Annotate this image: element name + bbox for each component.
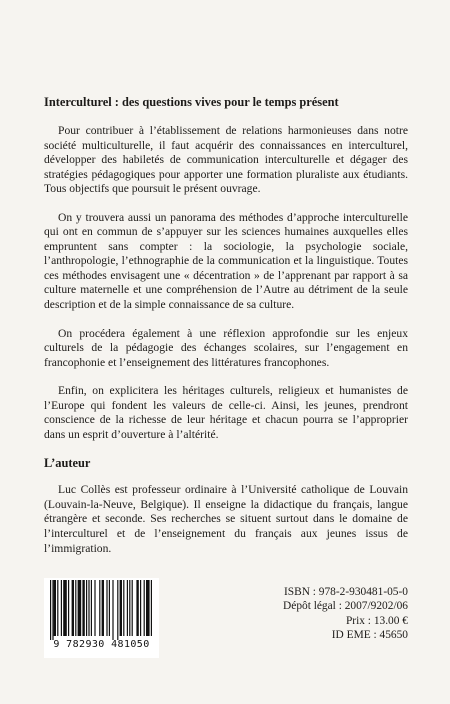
barcode-stripe xyxy=(144,580,145,636)
barcode-stripe xyxy=(86,580,87,636)
barcode-stripe xyxy=(123,580,124,636)
barcode-stripe xyxy=(50,580,51,640)
paragraph-2: On y trouvera aussi un panorama des méthodes d’approche interculturelle qui ont en commun de s’appuyer sur les sciences humaines auxquelles elles empruntent sans compter : la sociologie, la psychologie sociale, l’anthropologie, l’ethnographie de la communication et la linguistique. Toutes ces méthodes envisagent une « décentration » de l’apprenant par rapport à sa culture maternelle et une compréhension de l’Autre au détriment de la seule description et de la simple connaissance de sa culture. xyxy=(44,210,408,312)
barcode-stripe xyxy=(57,580,58,636)
cover-text xyxy=(44,95,408,568)
barcode-stripe xyxy=(54,580,56,636)
id-eme-line: ID EME : 45650 xyxy=(331,628,408,641)
paragraph-3: On procédera également à une réflexion approfondie sur les enjeux culturels de la pédagogie des échanges scolaires, sur l’engagement en francophonie et l’enseignement des littératures francophones. xyxy=(44,326,408,369)
barcode-stripe xyxy=(63,580,67,636)
barcode-icon xyxy=(44,578,159,640)
author-heading: L’auteur xyxy=(44,456,91,471)
paragraph-1: Pour contribuer à l’établissement de relations harmonieuses dans notre société multiculturelle, il faut acquérir des connaissances en interculturel, développer des habiletés de communication interculturelle et dégager des stratégies pédagogiques pour apporter une formation pluraliste aux étudiants. Tous objectifs que poursuit le présent ouvrage. xyxy=(44,124,408,196)
author-paragraph: Luc Collès est professeur ordinaire à l’Université catholique de Louvain (Louvain-la-Neuve, Belgique). Il enseigne la didactique du français, langue étrangère et seconde. Ses recherches se situent surtout dans le domaine de l’interculturel et de l’enseignement du français aux jeunes issus de l’immigration. xyxy=(44,483,408,555)
barcode-stripe xyxy=(127,580,128,636)
depot-legal-line: Dépôt légal : 2007/9202/06 xyxy=(283,600,408,613)
price-line: Prix : 13.00 € xyxy=(345,614,408,627)
barcode-stripe xyxy=(129,580,130,636)
barcode-stripe xyxy=(52,580,53,640)
section-heading: Interculturel : des questions vives pour le temps présent xyxy=(44,95,339,109)
barcode-stripe xyxy=(72,580,74,636)
barcode-stripe xyxy=(61,580,62,636)
barcode-stripe xyxy=(112,580,113,640)
barcode-stripe xyxy=(99,580,100,636)
isbn-line: ISBN : 978-2-930481-05-0 xyxy=(283,586,408,598)
barcode-stripe xyxy=(106,580,107,636)
barcode-stripe xyxy=(146,580,150,636)
barcode-stripe xyxy=(75,580,76,636)
barcode-stripe xyxy=(117,580,118,640)
barcode-stripe xyxy=(78,580,82,636)
barcode-stripe xyxy=(109,580,110,636)
barcode xyxy=(44,578,159,658)
barcode-stripe xyxy=(91,580,92,636)
barcode-stripe xyxy=(94,580,95,636)
barcode-stripe xyxy=(88,580,89,636)
publication-info xyxy=(208,585,408,642)
barcode-stripe xyxy=(68,580,69,636)
barcode-stripe xyxy=(102,580,104,636)
barcode-stripe xyxy=(82,580,84,636)
barcode-stripe xyxy=(132,580,133,636)
barcode-digits: 9 782930 481050 xyxy=(53,639,150,650)
barcode-stripe xyxy=(120,580,122,636)
barcode-stripe xyxy=(140,580,141,636)
barcode-stripe xyxy=(151,580,152,636)
barcode-stripe xyxy=(136,580,138,636)
paragraph-4: Enfin, on explicitera les héritages culturels, religieux et humanistes de l’Europe qui fondent les valeurs de celle-ci. Ainsi, les jeunes, prendront conscience de la richesse de leur héritage et chacun pourra se l’approprier dans un esprit d’ouverture à l’altérité. xyxy=(44,384,408,441)
